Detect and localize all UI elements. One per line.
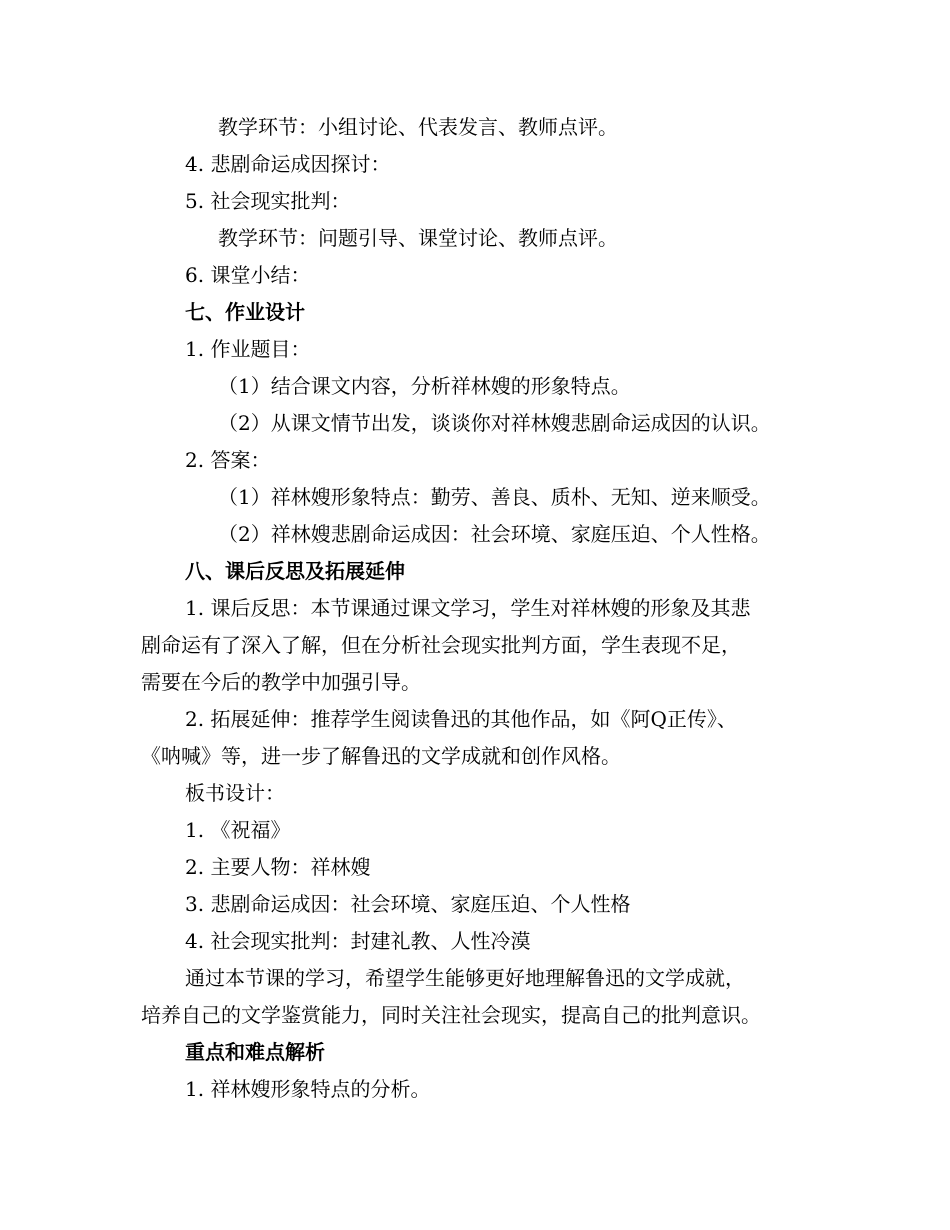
section-heading-key-points: 重点和难点解析 [185,1040,325,1064]
paragraph-reflection-line-1: 1. 课后反思：本节课通过课文学习，学生对祥林嫂的形象及其悲 [185,596,751,620]
paragraph-conclusion-line-1: 通过本节课的学习，希望学生能够更好地理解鲁迅的文学成就， [185,966,745,990]
paragraph-extension-line-2: 《呐喊》等，进一步了解鲁迅的文学成就和创作风格。 [141,744,621,768]
text-line-teaching-step-1: 教学环节：小组讨论、代表发言、教师点评。 [218,115,618,139]
paragraph-reflection-line-2: 剧命运有了深入了解，但在分析社会现实批判方面，学生表现不足， [141,633,741,657]
homework-question-1: （1）结合课文内容，分析祥林嫂的形象特点。 [218,374,631,398]
board-item-3: 3. 悲剧命运成因：社会环境、家庭压迫、个人性格 [185,892,631,916]
section-heading-reflection: 八、课后反思及拓展延伸 [185,559,405,583]
board-item-2: 2. 主要人物：祥林嫂 [185,855,371,879]
homework-question-2: （2）从课文情节出发，谈谈你对祥林嫂悲剧命运成因的认识。 [218,411,771,435]
list-item-homework-questions: 1. 作业题目： [185,337,311,361]
list-item-5-social-critique: 5. 社会现实批判： [185,189,351,213]
section-heading-homework: 七、作业设计 [185,300,305,324]
text-line-teaching-step-2: 教学环节：问题引导、课堂讨论、教师点评。 [218,226,618,250]
paragraph-conclusion-line-2: 培养自己的文学鉴赏能力，同时关注社会现实，提高自己的批判意识。 [141,1003,761,1027]
paragraph-extension-line-1: 2. 拓展延伸：推荐学生阅读鲁迅的其他作品，如《阿Q正传》、 [185,707,737,731]
board-item-1: 1. 《祝福》 [185,818,291,842]
blackboard-design-label: 板书设计： [185,781,285,805]
list-item-4-tragedy-causes: 4. 悲剧命运成因探讨： [185,152,391,176]
paragraph-reflection-line-3: 需要在今后的教学中加强引导。 [141,670,421,694]
key-point-1: 1. 祥林嫂形象特点的分析。 [185,1077,431,1101]
list-item-6-summary: 6. 课堂小结： [185,263,311,287]
answer-1: （1）祥林嫂形象特点：勤劳、善良、质朴、无知、逆来顺受。 [218,485,771,509]
board-item-4: 4. 社会现实批判：封建礼教、人性冷漠 [185,929,531,953]
answer-2: （2）祥林嫂悲剧命运成因：社会环境、家庭压迫、个人性格。 [218,522,771,546]
list-item-answers: 2. 答案： [185,448,271,472]
